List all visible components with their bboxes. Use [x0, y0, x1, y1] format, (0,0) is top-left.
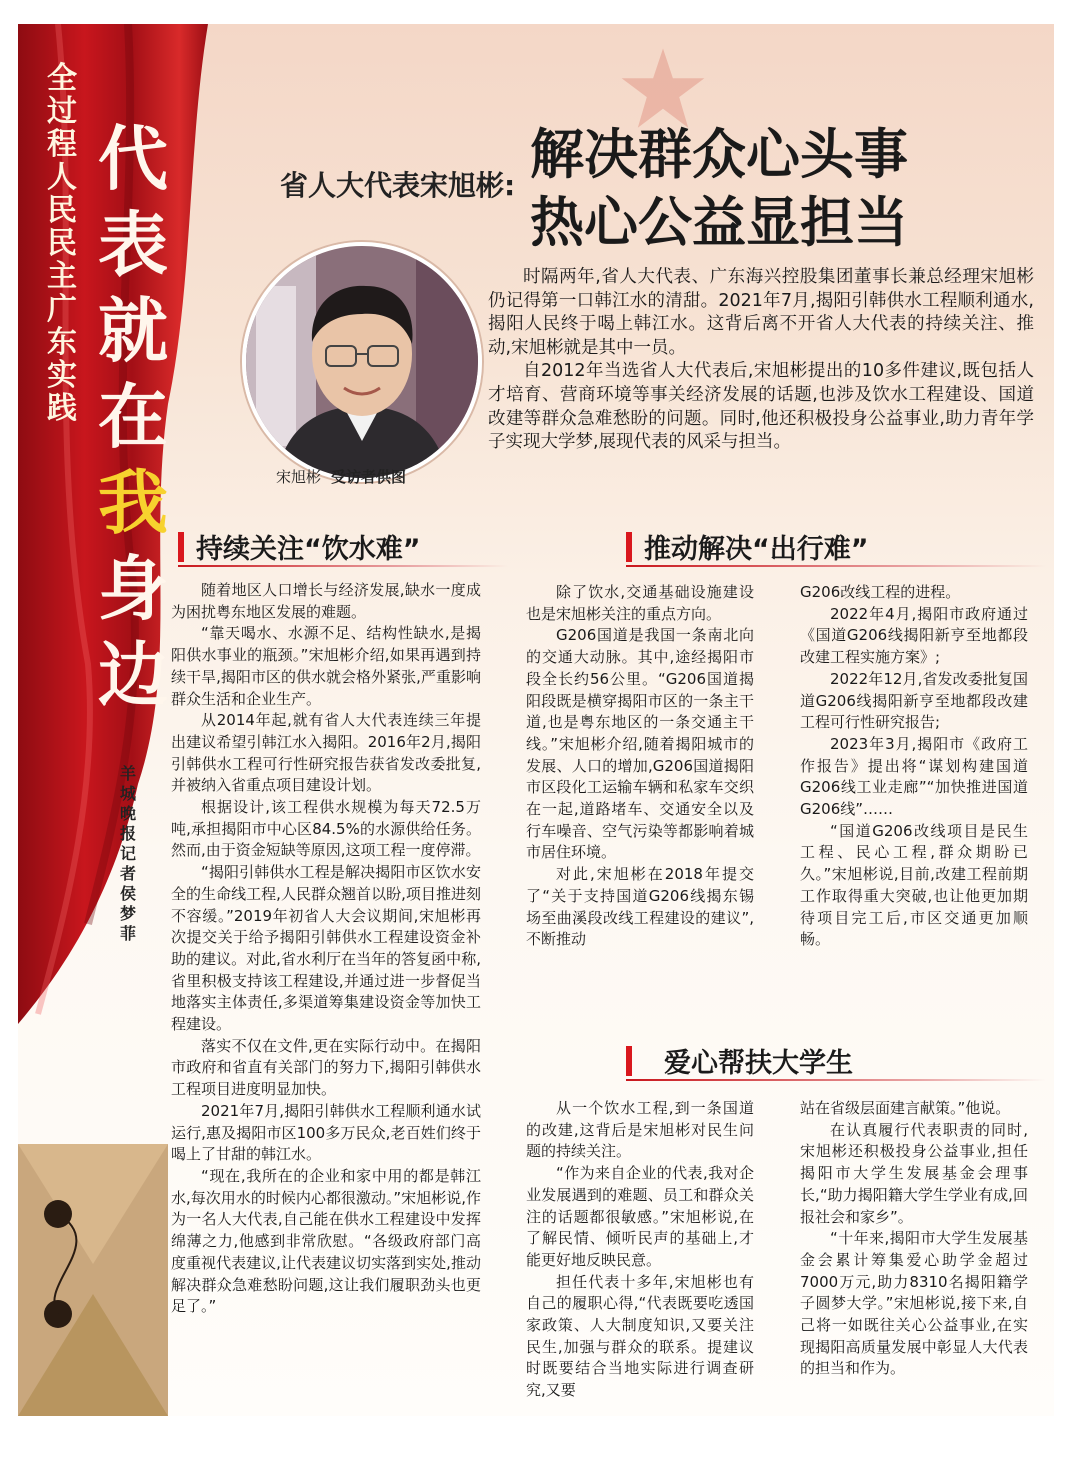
body-paragraph: 除了饮水,交通基础设施建设也是宋旭彬关注的重点方向。 — [526, 583, 754, 623]
body-paragraph: 在认真履行代表职责的同时,宋旭彬还积极投身公益事业,担任揭阳市大学生发展基金会理事长,“助力揭阳籍大学生学业有成,回报社会和家乡”。 — [800, 1120, 1028, 1226]
section-heading-water — [178, 527, 421, 566]
body-paragraph: 2023年3月,揭阳市《政府工作报告》提出将“谋划构建国道G206线工业走廊”“加快推进国道G206线”…… — [800, 734, 1028, 819]
column-title — [94, 116, 172, 718]
body-paragraph: 2021年7月,揭阳引韩供水工程顺利通水试运行,惠及揭阳市区100多万民众,老百姓们终于喝上了甘甜的韩江水。 — [171, 1101, 481, 1164]
body-paragraph: “国道G206改线项目是民生工程、民心工程,群众期盼已久。”宋旭彬说,目前,改建工程前期工作取得重大突破,也让他更加期待项目完工后,市区交通更加顺畅。 — [800, 821, 1028, 949]
section-divider — [626, 1079, 1046, 1081]
body-paragraph: 根据设计,该工程供水规模为每天72.5万吨,承担揭阳市中心区84.5%的水源供给任务。然而,由于资金短缺等原因,这项工程一度停滞。 — [171, 798, 481, 860]
headline-line-2: 热心公益显担当 — [530, 190, 908, 254]
section-body-charity-right — [800, 1098, 1028, 1380]
article-intro — [488, 266, 1034, 455]
section-marker — [178, 532, 184, 562]
intro-paragraph: 自2012年当选省人大代表后,宋旭彬提出的10多件建议,既包括人才培育、营商环境等事关经济发展的话题,也涉及饮水工程建设、国道改建等群众急难愁盼的问题。同时,他还积极投身公益事业,助力青年学子实现大学梦,展现代表的风采与担当。 — [488, 361, 1034, 453]
column-title-highlight: 我 — [98, 461, 168, 544]
headline-line-1: 解决群众心头事 — [530, 122, 908, 186]
body-paragraph: 落实不仅在文件,更在实际行动中。在揭阳市政府和省直有关部门的努力下,揭阳引韩供水工程项目进度明显加快。 — [171, 1036, 481, 1099]
section-divider — [626, 565, 1046, 567]
section-heading-traffic — [626, 527, 869, 566]
body-paragraph-continued: G206改线工程的进程。 — [800, 583, 961, 601]
section-title: 推动解决“出行难” — [644, 534, 869, 565]
section-title: 持续关注“饮水难” — [196, 534, 421, 565]
headline-prefix: 省人大代表宋旭彬: — [280, 169, 516, 202]
section-marker — [626, 1046, 632, 1076]
photo-credit: 受访者供图 — [331, 468, 407, 486]
newspaper-page — [18, 24, 1054, 1416]
photo-subject-name: 宋旭彬 — [276, 468, 322, 486]
portrait-photo — [242, 242, 482, 482]
body-paragraph: G206国道是我国一条南北向的交通大动脉。其中,途经揭阳市段全长约56公里。“G206国道揭阳段既是横穿揭阳市区的一条主干道,也是粤东地区的一条交通主干线。”宋旭彬介绍,随着揭阳城市的发展、人口的增加,G206国道揭阳市区段化工运输车辆和私家车交织在一起,道路堵车、交通安全以及行车噪音、空气污染等都影响着城市居住环境。 — [526, 626, 754, 862]
section-divider — [178, 565, 508, 567]
headline — [530, 120, 1050, 256]
body-paragraph-continued: 站在省级层面建言献策。”他说。 — [800, 1099, 1011, 1117]
section-body-water — [171, 580, 481, 1318]
body-paragraph: “揭阳引韩供水工程是解决揭阳市区饮水安全的生命线工程,人民群众翘首以盼,项目推进刻不容缓。”2019年初省人大会议期间,宋旭彬再次提交关于给予揭阳引韩供水工程建设资金补助的建议。对此,省水利厅在当年的答复函中称,省里积极支持该工程建设,并通过进一步督促当地落实主体责任,多渠道筹集建设资金等加快工程建设。 — [171, 863, 481, 1034]
column-title-part-a: 代表就在 — [98, 117, 168, 458]
body-paragraph: 2022年12月,省发改委批复国道G206线揭阳新亨至地都段改建工程可行性研究报告; — [800, 669, 1028, 732]
body-paragraph: 从一个饮水工程,到一条国道的改建,这背后是宋旭彬对民生问题的持续关注。 — [526, 1099, 754, 1161]
body-paragraph: “作为来自企业的代表,我对企业发展遇到的难题、员工和群众关注的话题都很敏感。”宋旭彬说,在了解民情、倾听民声的基础上,才能更好地反映民意。 — [526, 1164, 754, 1269]
person-portrait-image — [246, 246, 478, 478]
intro-paragraph: 时隔两年,省人大代表、广东海兴控股集团董事长兼总经理宋旭彬仍记得第一口韩江水的清甜。2021年7月,揭阳引韩供水工程顺利通水,揭阳人民终于喝上韩江水。这背后离不开省人大代表的持续关注、推动,宋旭彬就是其中一员。 — [488, 267, 1034, 358]
section-heading-charity — [626, 1041, 853, 1080]
body-paragraph: “靠天喝水、水源不足、结构性缺水,是揭阳供水事业的瓶颈。”宋旭彬介绍,如果再遇到持续干旱,揭阳市区的供水就会格外紧张,严重影响群众生活和企业生产。 — [171, 624, 481, 708]
body-paragraph: “现在,我所在的企业和家中用的都是韩江水,每次用水的时候内心都很激动。”宋旭彬说,作为一名人大代表,自己能在供水工程建设中发挥绵薄之力,他感到非常欣慰。“各级政府部门高度重视代表建议,让代表建议切实落到实处,推动解决群众急难愁盼问题,这让我们履职劲头也更足了。” — [171, 1166, 481, 1316]
section-marker — [626, 532, 632, 562]
body-paragraph: 从2014年起,就有省人大代表连续三年提出建议希望引韩江水入揭阳。2016年2月,揭阳引韩供水工程可行性研究报告获省发改委批复,并被纳入省重点项目建设计划。 — [171, 711, 481, 795]
body-paragraph: 对此,宋旭彬在2018年提交了“关于支持国道G206线揭东锡场至曲溪段改线工程建设的建议”,不断推动 — [526, 865, 754, 949]
body-paragraph: “十年来,揭阳市大学生发展基金会累计筹集爱心助学金超过7000万元,助力8310名揭阳籍学子圆梦大学。”宋旭彬说,接下来,自己将一如既往关心公益事业,在实现揭阳高质量发展中彰显人大代表的担当和作为。 — [800, 1229, 1028, 1378]
body-paragraph: 随着地区人口增长与经济发展,缺水一度成为困扰粤东地区发展的难题。 — [171, 581, 481, 621]
section-body-charity-left — [526, 1098, 754, 1402]
photo-caption — [276, 466, 406, 487]
section-body-traffic-right — [800, 582, 1028, 951]
section-body-traffic-left — [526, 582, 754, 951]
envelope-decoration — [18, 1144, 168, 1416]
series-kicker: 全过程人民民主广东实践 — [47, 61, 77, 426]
section-title: 爱心帮扶大学生 — [664, 1048, 853, 1079]
reporter-byline: 羊城晚报记者 侯梦菲 — [119, 764, 136, 943]
body-paragraph: 担任代表十多年,宋旭彬也有自己的履职心得,“代表既要吃透国家政策、人大制度知识,又要关注民生,加强与群众的联系。提建议时既要结合当地实际进行调查研究,又要 — [526, 1272, 754, 1400]
column-title-part-c: 身边 — [98, 547, 168, 716]
body-paragraph: 2022年4月,揭阳市政府通过《国道G206线揭阳新亨至地都段改建工程实施方案》; — [800, 604, 1028, 667]
